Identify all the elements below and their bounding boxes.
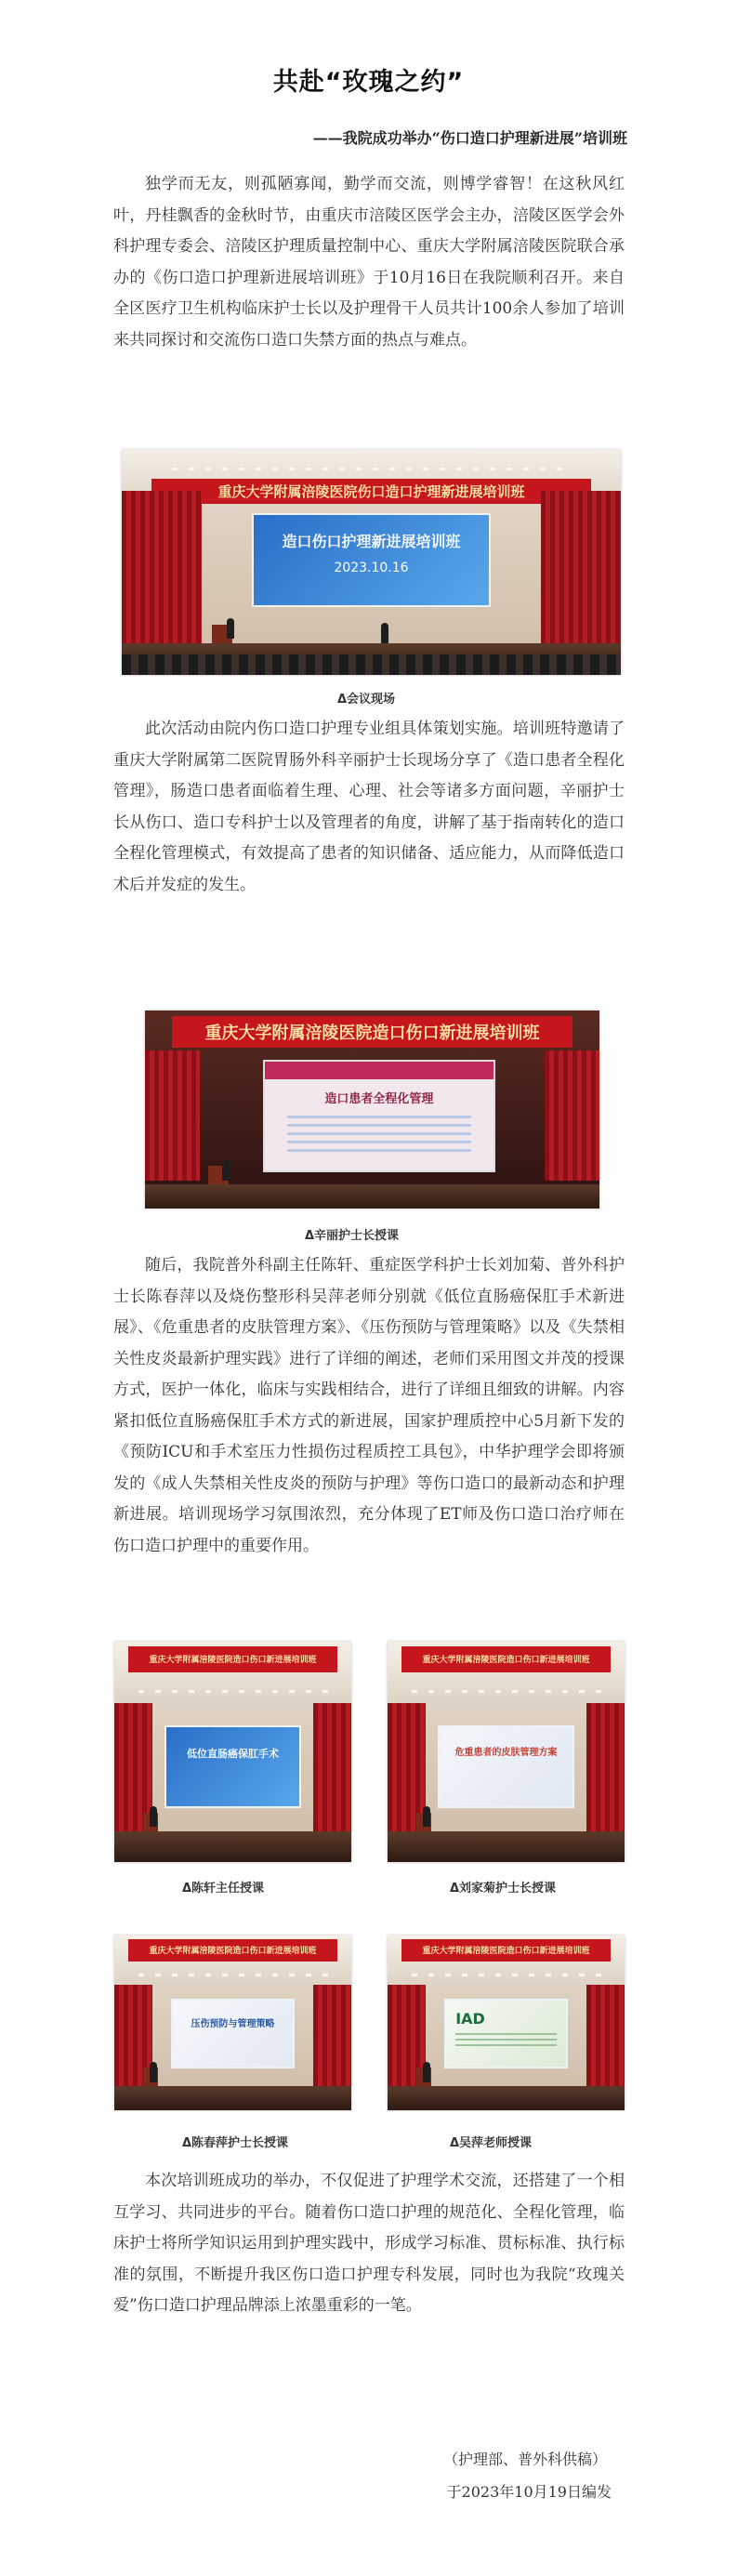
photo-liujiaju: [388, 1642, 625, 1862]
signature-date: 于2023年10月19日编发: [446, 2483, 612, 2501]
photo-venue: [122, 450, 621, 675]
photo-venue-screen-title: 造口伤口护理新进展培训班: [282, 532, 461, 550]
caption-chenchunping: Δ陈春萍护士长授课: [182, 2136, 289, 2150]
paragraph-xinli: 此次活动由院内伤口造口护理专业组具体策划实施。培训班特邀请了重庆大学附属第二医院胃肠外科辛丽护士长现场分享了《造口患者全程化管理》，肠造口患者面临着生理、心理、社会等诸多方面问题，辛丽护士长从伤口、造口专科护士以及管理者的角度，讲解了基于指南转化的造口全程化管理模式，有效提高了患者的知识储备、适应能力，从而降低造口术后并发症的发生。: [113, 720, 625, 894]
photo-liujiaju-slide: 危重患者的皮肤管理方案: [454, 1748, 558, 1759]
photo-wuping: [388, 1935, 625, 2110]
photo-wuping-screen: [444, 1999, 568, 2068]
photo-chenchunping-screen: [171, 1999, 295, 2068]
caption-chenxuan: Δ陈轩主任授课: [182, 1882, 265, 1896]
photo-chenxuan-banner: 重庆大学附属涪陵医院造口伤口新进展培训班: [128, 1646, 336, 1672]
photo-chenchunping-slide: 压伤预防与管理策略: [191, 2018, 275, 2029]
caption-xinli: Δ辛丽护士长授课: [305, 1229, 400, 1243]
photo-wuping-slide: IAD: [455, 2009, 485, 2028]
photo-chenxuan: [114, 1642, 351, 1862]
photo-chenchunping-banner: 重庆大学附属涪陵医院造口伤口新进展培训班: [128, 1939, 336, 1962]
photo-xinli-slide-head: 造口患者全程化管理: [324, 1092, 434, 1107]
paragraph-lectures: 随后，我院普外科副主任陈轩、重症医学科护士长刘加菊、普外科护士长陈春萍以及烧伤整形科吴萍老师分别就《低位直肠癌保肛手术新进展》、《危重患者的皮肤管理方案》、《压伤预防与管理策略》以及《失禁相关性皮炎最新护理实践》进行了详细的阐述，老师们采用图文并茂的授课方式，医护一体化，临床与实践相结合，进行了详细且细致的讲解。内容紧扣低位直肠癌保肛手术方式的新进展，国家护理质控中心5月新下发的《预防ICU和手术室压力性损伤过程质控工具包》，中华护理学会即将颁发的《成人失禁相关性皮炎的预防与护理》等伤口造口的最新动态和护理新进展。培训现场学习氛围浓烈，充分体现了ET师及伤口造口治疗师在伤口造口护理中的重要作用。: [113, 1256, 625, 1555]
signature-department: （护理部、普外科供稿）: [442, 2451, 607, 2468]
caption-venue: Δ会议现场: [337, 693, 396, 707]
photo-chenxuan-slide: 低位直肠癌保肛手术: [187, 1748, 279, 1761]
paragraph-conclusion: 本次培训班成功的举办，不仅促进了护理学术交流，还搭建了一个相互学习、共同进步的平台。随着伤口造口护理的规范化、全程化管理，临床护士将所学知识运用到护理实践中，形成学习标准、贯标标准、执行标准的氛围，不断提升我区伤口造口护理专科发展，同时也为我院“玫瑰关爱”伤口造口护理品牌添上浓墨重彩的一笔。: [113, 2172, 625, 2315]
photo-chenxuan-screen: [165, 1725, 302, 1808]
photo-liujiaju-banner: 重庆大学附属涪陵医院造口伤口新进展培训班: [401, 1646, 610, 1672]
photo-liujiaju-screen: [438, 1725, 575, 1808]
photo-chenchunping: [114, 1935, 351, 2110]
caption-wuping: Δ吴萍老师授课: [450, 2136, 533, 2150]
photo-xinli: [145, 1011, 599, 1209]
paragraph-intro: 独学而无友，则孤陋寡闻，勤学而交流，则博学睿智！在这秋风红叶，丹桂飘香的金秋时节，由重庆市涪陵区医学会主办，涪陵区医学会外科护理专委会、涪陵区护理质量控制中心、重庆大学附属涪陵医院联合承办的《伤口造口护理新进展培训班》于10月16日在我院顺利召开。来自全区医疗卫生机构临床护士长以及护理骨干人员共计100余人参加了培训来共同探讨和交流伤口造口失禁方面的热点与难点。: [113, 175, 625, 350]
article-subtitle: ——我院成功举办“伤口造口护理新进展”培训班: [312, 129, 627, 147]
article-title: 共赴“玫瑰之约”: [272, 68, 465, 97]
photo-venue-screen: [252, 513, 492, 607]
photo-wuping-banner: 重庆大学附属涪陵医院造口伤口新进展培训班: [401, 1939, 610, 1962]
photo-xinli-banner: 重庆大学附属涪陵医院造口伤口新进展培训班: [172, 1016, 572, 1048]
photo-venue-screen-date: 2023.10.16: [334, 560, 409, 575]
photo-xinli-screen: [263, 1060, 494, 1172]
caption-liujiaju: Δ刘家菊护士长授课: [450, 1882, 557, 1896]
photo-venue-banner: 重庆大学附属涪陵医院伤口造口护理新进展培训班: [151, 479, 591, 504]
